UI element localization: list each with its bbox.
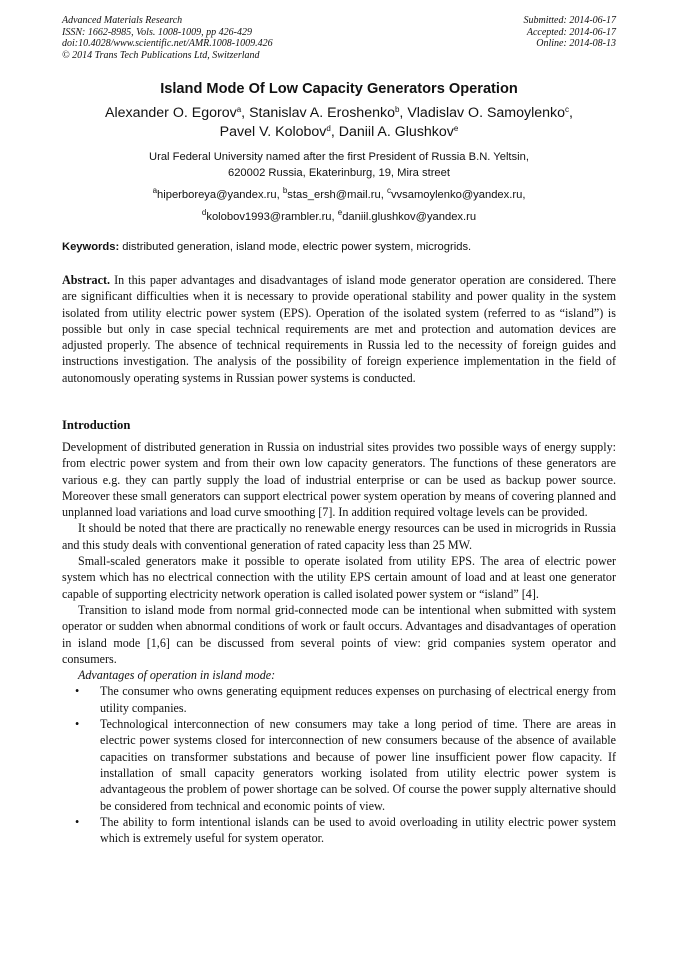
author-sep: , (399, 105, 408, 121)
accepted-date: Accepted: 2014-06-17 (526, 26, 616, 38)
author-name: Stanislav A. Eroshenko (249, 105, 395, 121)
email-address[interactable]: kolobov1993@rambler.ru (206, 210, 332, 223)
email-mark: b (282, 186, 288, 195)
journal-name: Advanced Materials Research (62, 15, 183, 26)
advantages-heading: Advantages of operation in island mode: (78, 668, 276, 683)
journal-info (62, 15, 273, 61)
paragraph: Development of distributed generation in Russia on industrial sites provides two possible ways of energy supply: from electric power system and from their own low capacity generators. The functions of these generators are various e.g. they can partly supply the load of industrial enterprise or can be used as backup power source. Moreover these small generators can support electrical power system operation by means of covering planned and unplanned load variations and load curve smoothing [7]. In addition required voltage levels can be provided. (62, 440, 616, 520)
advantages-list (62, 683, 616, 846)
email-mark: a (152, 186, 158, 195)
introduction-body (62, 439, 616, 846)
copyright-line: © 2014 Trans Tech Publications Ltd, Switzerland (62, 49, 260, 61)
affiliation (62, 150, 616, 181)
keywords-text: distributed generation, island mode, electric power system, microgrids. (119, 241, 472, 253)
email-sep: , (276, 189, 283, 201)
bullet-icon: • (75, 814, 80, 829)
abstract-label: Abstract. (62, 273, 111, 287)
author-name: Alexander O. Egorov (105, 105, 237, 121)
keywords (62, 241, 616, 253)
bullet-icon: • (75, 717, 80, 732)
email-address[interactable]: vvsamoylenko@yandex.ru (390, 189, 523, 201)
author-list (62, 104, 616, 142)
abstract-text: In this paper advantages and disadvantages of island mode generator operation are considered. There are significant difficulties when it is necessary to provide operational stability and power quality in the system isolated from utility electric power system (EPS). Operation of the isolated system (referred to as “island”) is possible but only in case special technical requirements are met and protection and automation devices are adjusted properly. The absence of technical requirements in Russia led to the necessity of foreign guides and instructions investigation. The analysis of the possibility of foreign experience implementation in the field of autonomously operating systems in Russian power systems is conducted. (62, 273, 616, 385)
email-mark: d (201, 207, 207, 217)
paragraph: It should be noted that there are practically no renewable energy resources can be used in microgrids in Russia and this study deals with conventional generation of rated capacity less than 25 MW. (62, 521, 616, 552)
author-mark: b (394, 105, 400, 114)
email-mark: c (386, 186, 391, 195)
author-sep: , (330, 124, 339, 140)
doi-line: doi:10.4028/www.scientific.net/AMR.1008-1009.426 (62, 38, 273, 49)
online-date: Online: 2014-08-13 (536, 38, 616, 49)
email-address[interactable]: hiperboreya@yandex.ru (157, 189, 277, 201)
list-item (62, 814, 616, 847)
section-heading-introduction: Introduction (62, 418, 131, 432)
list-item-text: The consumer who owns generating equipment reduces expenses on purchasing of electrical energy from utility companies. (100, 684, 616, 715)
affiliation-line: Ural Federal University named after the first President of Russia B.N. Yeltsin, (149, 151, 529, 163)
list-item-text: Technological interconnection of new consumers may take a long period of time. There are areas in electric power systems closed for interconnection of new consumers because of the absence of available capacities on transformer substations and because of power line insufficient power flow capacity. If installation of small capacity generators working isolated from utility electric power system is advantageous the problem of power shortage can be solved. Of course the power supply alternative should be considered from technical and economic points of view. (100, 717, 616, 813)
list-item-text: The ability to form intentional islands can be used to avoid overloading in utility electric power system which is extremely useful for system operator. (100, 814, 616, 846)
paragraph: Small-scaled generators make it possible to operate isolated from utility EPS. The area of electric power system which has no electrical connection with the utility EPS certain amount of load and at least one generator capable of supporting electricity network operation is called isolated power system or “island” [4]. (62, 554, 616, 601)
paper-title: Island Mode Of Low Capacity Generators Operation (160, 81, 518, 97)
list-item (62, 683, 616, 716)
email-sep: , (331, 210, 338, 223)
author-name: Daniil A. Glushkov (338, 124, 454, 140)
abstract (62, 272, 616, 386)
email-list (62, 185, 616, 228)
author-sep: , (569, 105, 573, 121)
author-sep: , (241, 105, 250, 121)
email-address[interactable]: daniil.glushkov@yandex.ru (342, 210, 477, 223)
issn-line: ISSN: 1662-8985, Vols. 1008-1009, pp 426-429 (62, 26, 252, 38)
author-mark: a (236, 105, 242, 114)
author-mark: e (453, 124, 459, 133)
keywords-label: Keywords: (62, 241, 120, 253)
affiliation-line: 620002 Russia, Ekaterinburg, 19, Mira street (227, 166, 450, 179)
email-address[interactable]: stas_ersh@mail.ru (287, 189, 381, 201)
author-mark: d (326, 124, 331, 133)
author-mark: c (565, 105, 570, 114)
dates-info (524, 15, 617, 50)
email-mark: e (337, 207, 343, 217)
email-sep: , (380, 189, 387, 201)
submitted-date: Submitted: 2014-06-17 (523, 15, 616, 26)
author-name: Vladislav O. Samoylenko (407, 105, 566, 121)
author-name: Pavel V. Kolobov (219, 124, 327, 140)
email-sep: , (522, 189, 526, 201)
bullet-icon: • (75, 684, 80, 699)
list-item (62, 716, 616, 814)
paragraph: Transition to island mode from normal grid-connected mode can be intentional when submitted with system operator or sudden when abnormal conditions of work or fault occurs. Advantages and disadvantages of operation in island mode [1,6] can be discussed from several points of view: grid companies system operator and consumers. (62, 602, 616, 666)
